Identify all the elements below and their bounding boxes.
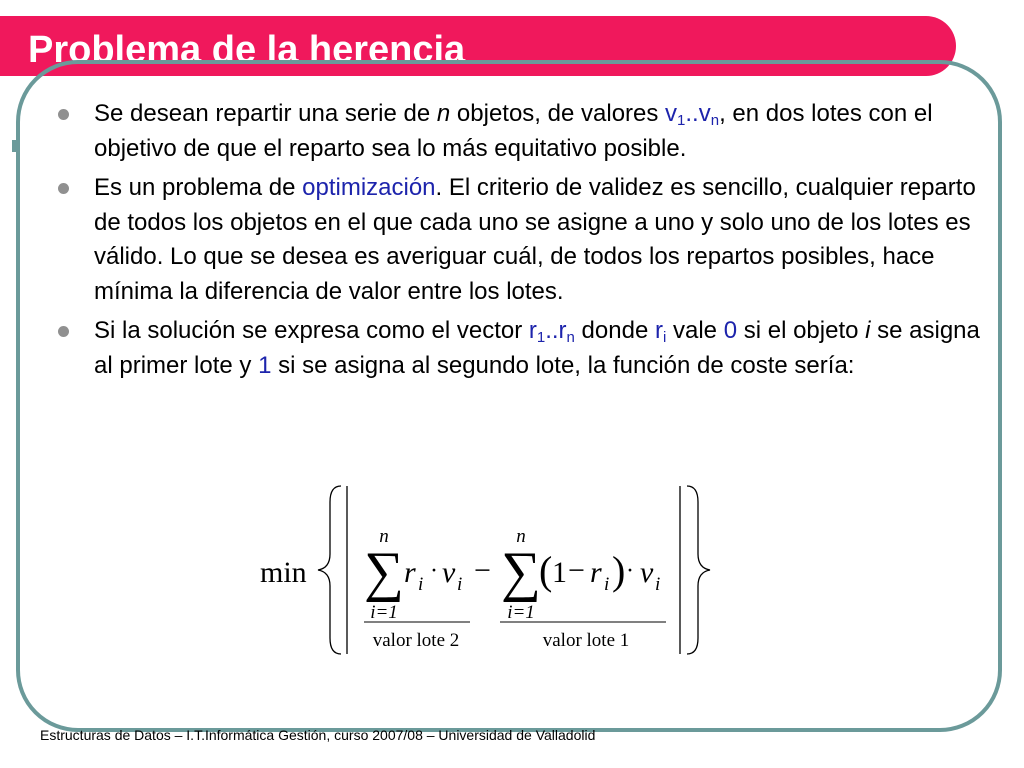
bullet-text-part: si se asigna al segundo lote, la función de coste sería: bbox=[271, 351, 855, 379]
frame-tick bbox=[12, 140, 19, 152]
term-2-v-sub: i bbox=[655, 574, 661, 595]
bullet-text-part: ..v bbox=[685, 100, 711, 127]
right-brace bbox=[687, 486, 710, 654]
bullet-text-part: Se desean repartir una serie de bbox=[94, 100, 437, 127]
sum-2-lower: i=1 bbox=[507, 602, 535, 623]
bullet-text-part: , en dos lotes con el objetivo de que el reparto sea lo más equitativo posible. bbox=[94, 100, 933, 162]
bullet-text-part: r bbox=[654, 317, 663, 344]
bullet-item bbox=[60, 171, 980, 309]
bullet-item bbox=[60, 314, 980, 383]
left-brace bbox=[318, 486, 341, 654]
bullet-text-part: n bbox=[566, 329, 575, 346]
term-1-r: r bbox=[404, 556, 416, 589]
bullet-text-part: 1 bbox=[536, 329, 546, 346]
minus-sign: − bbox=[474, 554, 491, 587]
bullet-item bbox=[60, 97, 980, 166]
bullet-text-part: se asigna al primer lote y bbox=[94, 317, 980, 379]
paren-open: ( bbox=[539, 548, 553, 593]
bullet-text-part: objetos, de valores bbox=[450, 100, 666, 127]
term-2-minus: − bbox=[568, 554, 585, 587]
underbrace-1-label: valor lote 2 bbox=[372, 630, 460, 651]
sum-2-sigma: ∑ bbox=[501, 541, 541, 603]
slide-content bbox=[60, 97, 980, 388]
bullet-text-part: n bbox=[436, 100, 451, 127]
term-2-r: r bbox=[590, 556, 602, 589]
bullet-text-part: i bbox=[865, 317, 871, 344]
cost-function-formula bbox=[256, 480, 716, 660]
min-operator: min bbox=[260, 556, 307, 589]
term-1-v-sub: i bbox=[457, 574, 463, 595]
bullet-text-part: donde bbox=[574, 317, 655, 344]
sum-1-sigma: ∑ bbox=[364, 541, 404, 603]
term-1-r-sub: i bbox=[418, 574, 424, 595]
bullet-text-part: Si la solución se expresa como el vector bbox=[94, 317, 529, 344]
bullet-text-part: 1 bbox=[677, 112, 686, 129]
sum-1-lower: i=1 bbox=[370, 602, 398, 623]
bullet-text-part: 1 bbox=[258, 351, 272, 379]
bullet-text-part: r bbox=[528, 317, 537, 344]
bullet-text-part: optimización bbox=[302, 174, 436, 201]
sum-1-upper: n bbox=[379, 526, 389, 547]
bullet-text-part: n bbox=[710, 112, 720, 129]
bullet-dot-icon bbox=[58, 326, 69, 337]
bullet-text-part: 0 bbox=[723, 317, 738, 344]
bullet-dot-icon bbox=[58, 183, 69, 194]
bullet-text-part: . El criterio de validez es sencillo, cualquier reparto de todos los objetos en el que cada uno se asigne a uno y solo uno de los lotes es válido. Lo que se desea es averiguar cuál, de todos los repartos posibles, hace mínima la diferencia de valor entre los lotes. bbox=[94, 174, 976, 305]
bullet-text-part: vale bbox=[666, 317, 724, 344]
sum-2-upper: n bbox=[516, 526, 526, 547]
footer-text: Estructuras de Datos – I.T.Informática Gestión, curso 2007/08 – Universidad de Valladolid bbox=[40, 727, 596, 743]
term-2-r-sub: i bbox=[604, 574, 610, 595]
underbrace-2-label: valor lote 1 bbox=[542, 630, 630, 651]
bullet-text-part: si el objeto bbox=[737, 317, 866, 344]
bullet-text-part: Es un problema de bbox=[94, 174, 303, 201]
paren-close: ) bbox=[612, 548, 626, 593]
term-1-dot: · bbox=[430, 558, 438, 584]
bullet-list bbox=[60, 97, 980, 383]
term-2-v: v bbox=[640, 556, 654, 589]
bullet-text-part: v bbox=[665, 100, 678, 127]
bullet-text-part: ..r bbox=[545, 317, 567, 344]
term-1-v: v bbox=[442, 556, 456, 589]
bullet-dot-icon bbox=[58, 109, 69, 120]
bullet-text-part: i bbox=[662, 329, 667, 346]
term-2-dot: · bbox=[626, 558, 634, 584]
term-2-one: 1 bbox=[552, 556, 567, 589]
slide-title: Problema de la herencia bbox=[28, 29, 466, 71]
